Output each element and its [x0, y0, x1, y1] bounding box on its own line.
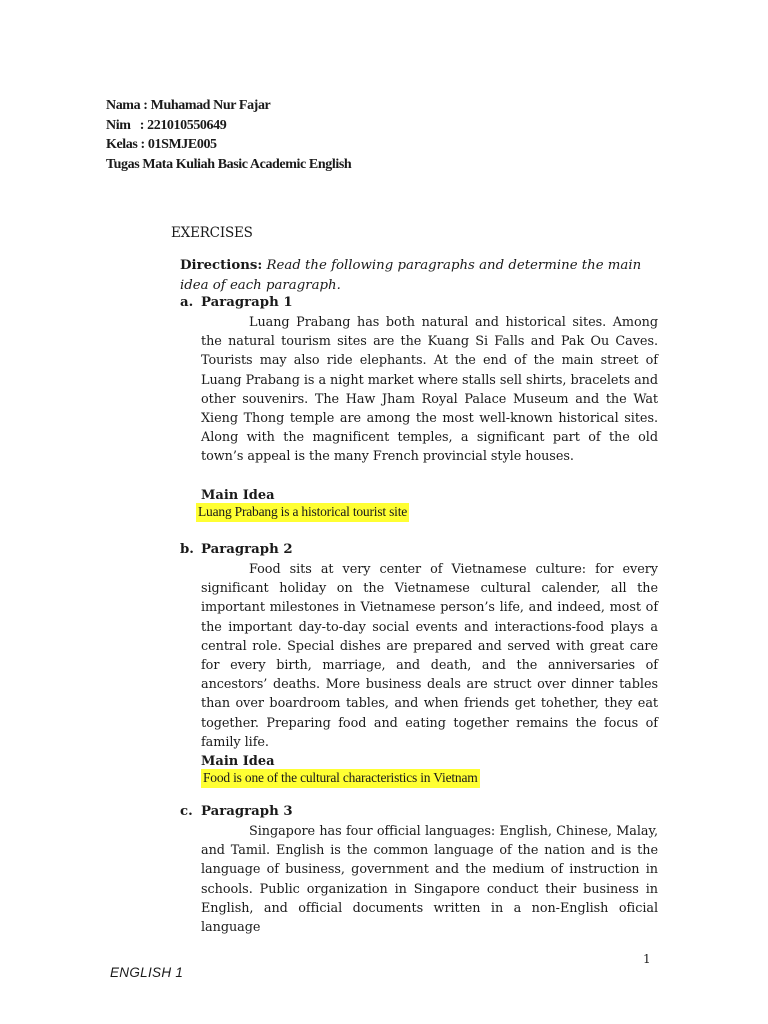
- main-idea-1-label: Main Idea: [201, 488, 275, 503]
- paragraph-3-heading: [180, 804, 293, 819]
- footer-label: ENGLISH 1: [110, 965, 184, 980]
- paragraph-3-letter: c.: [180, 804, 193, 819]
- student-name: Nama : Muhamad Nur Fajar: [106, 98, 271, 113]
- paragraph-1-letter: a.: [180, 295, 194, 310]
- student-class: Kelas : 01SMJE005: [106, 137, 217, 152]
- directions-label: Directions:: [180, 258, 263, 273]
- directions-text: Read the following paragraphs and determine the main idea of each paragraph.: [180, 258, 642, 293]
- paragraph-2-title: Paragraph 2: [201, 542, 293, 557]
- exercises-title: EXERCISES: [171, 225, 253, 241]
- directions: [180, 256, 658, 295]
- main-idea-2-label: Main Idea: [201, 754, 275, 769]
- paragraph-2-body: Food sits at very center of Vietnamese culture: for every significant holiday on the Vietnamese cultural calender, all the important milestones in Vietnamese person’s life, and indeed, most of the important day-to-day social events and interactions-food plays a central role. Special dishes are prepared and served with great care for every birth, marriage, and death, and the anniversaries of ancestors’ deaths. More business deals are struct over dinner tables than over boardroom tables, and when friends get tohether, they eat together. Preparing food and eating together remains the focus of family life.: [201, 562, 658, 750]
- student-info: [106, 96, 351, 174]
- course-assignment: Tugas Mata Kuliah Basic Academic English: [106, 156, 352, 172]
- paragraph-2-heading: [180, 542, 293, 557]
- main-idea-1-highlight: Luang Prabang is a historical tourist site: [196, 503, 409, 522]
- paragraph-1-title: Paragraph 1: [201, 295, 293, 310]
- main-idea-2-highlight: Food is one of the cultural characteristics in Vietnam: [201, 769, 480, 788]
- student-nim: Nim : 221010550649: [106, 117, 227, 133]
- paragraph-2-letter: b.: [180, 542, 194, 557]
- page-number: 1: [643, 952, 651, 966]
- paragraph-1-heading: [180, 295, 293, 310]
- paragraph-1-body: Luang Prabang has both natural and historical sites. Among the natural tourism sites are the Kuang Si Falls and Pak Ou Caves. Tourists may also ride elephants. At the end of the main street of Luang Prabang is a night market where stalls sell shirts, bracelets and other souvenirs. The Haw Jham Royal Palace Museum and the Wat Xieng Thong temple are among the most well-known historical sites. Along with the magnificent temples, a significant part of the old town’s appeal is the many French provincial style houses.: [201, 315, 658, 465]
- paragraph-3-body: Singapore has four official languages: English, Chinese, Malay, and Tamil. English is the common language of the nation and is the language of business, government and the medium of instruction in schools. Public organization in Singapore conduct their business in English, and official documents written in a non-English oficial language: [201, 824, 658, 936]
- paragraph-3-title: Paragraph 3: [201, 804, 293, 819]
